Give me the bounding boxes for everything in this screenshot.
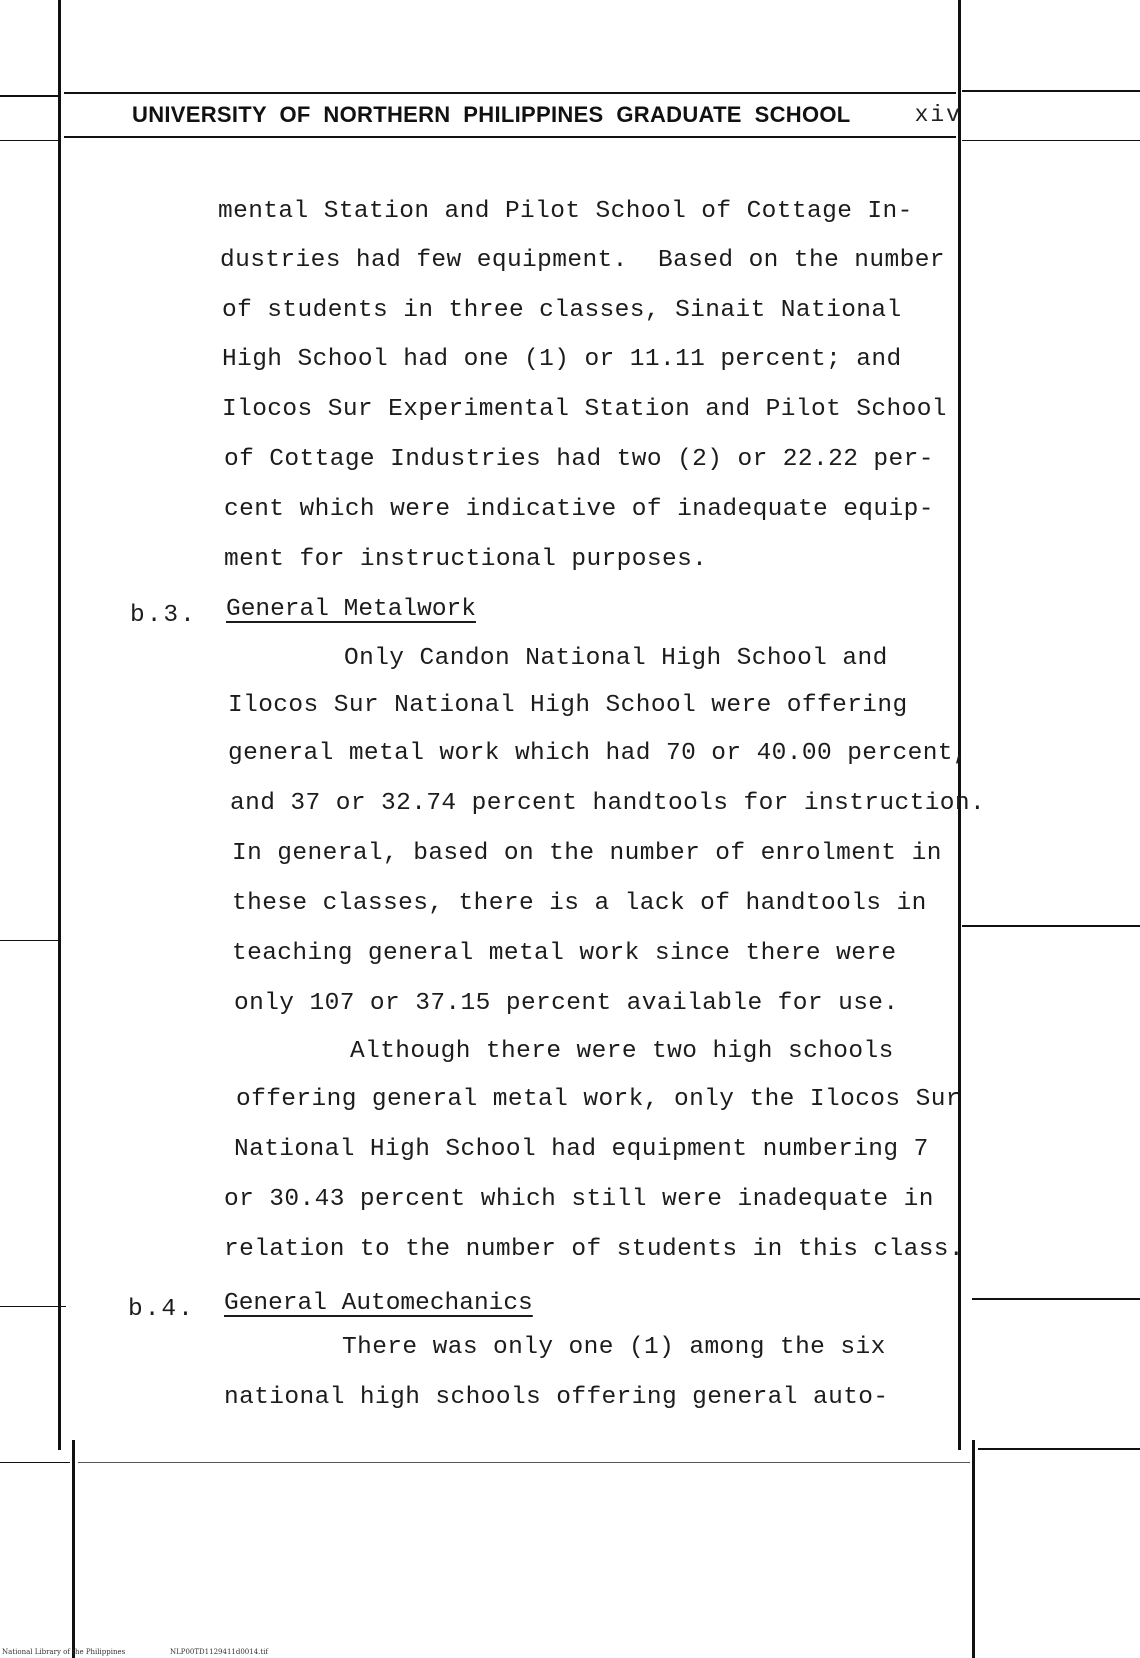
- left-border-line-lower: [72, 1440, 75, 1658]
- text-line: Ilocos Sur National High School were offering: [228, 692, 908, 719]
- section-heading: General Automechanics: [224, 1290, 533, 1317]
- page-number: xiv: [914, 102, 962, 128]
- text-line: High School had one (1) or 11.11 percent; and: [222, 346, 902, 373]
- margin-mark: [0, 1462, 70, 1463]
- text-line: Although there were two high schools: [350, 1038, 894, 1065]
- text-line: teaching general metal work since there were: [232, 940, 897, 967]
- text-line: National High School had equipment numbering 7: [234, 1136, 929, 1163]
- text-line: cent which were indicative of inadequate equip-: [224, 496, 934, 523]
- margin-mark: [978, 1448, 1140, 1450]
- text-line: In general, based on the number of enrolment in: [232, 840, 942, 867]
- margin-mark: [0, 95, 58, 97]
- page-header: [132, 102, 962, 142]
- text-line: national high schools offering general auto-: [224, 1384, 889, 1411]
- margin-mark: [0, 140, 58, 141]
- section-number: b.3.: [130, 602, 197, 629]
- text-line: and 37 or 32.74 percent handtools for instruction.: [230, 790, 986, 817]
- footer-rule: [78, 1462, 970, 1463]
- margin-mark: [962, 925, 1140, 927]
- text-line: of Cottage Industries had two (2) or 22.22 per-: [224, 446, 934, 473]
- section-heading: General Metalwork: [226, 596, 476, 623]
- left-border-line: [58, 0, 61, 1450]
- right-border-line: [958, 0, 961, 1450]
- margin-mark: [972, 1298, 1140, 1300]
- text-line: of students in three classes, Sinait National: [222, 297, 902, 324]
- margin-mark: [962, 140, 1140, 141]
- scan-footer-right: NLP00TD1129411d0014.tif: [170, 1648, 269, 1656]
- text-line: ment for instructional purposes.: [224, 546, 708, 573]
- right-border-line-lower: [972, 1440, 975, 1658]
- text-line: dustries had few equipment. Based on the number: [220, 247, 945, 274]
- section-number: b.4.: [128, 1296, 195, 1323]
- margin-mark: [0, 1306, 66, 1307]
- text-line: Ilocos Sur Experimental Station and Pilot School: [222, 396, 947, 423]
- text-line: offering general metal work, only the Ilocos Sur: [236, 1086, 961, 1113]
- header-title: UNIVERSITY OF NORTHERN PHILIPPINES GRADUATE SCHOOL: [132, 102, 851, 127]
- text-line: relation to the number of students in this class.: [224, 1236, 965, 1263]
- text-line: mental Station and Pilot School of Cottage In-: [218, 198, 913, 225]
- text-line: There was only one (1) among the six: [342, 1334, 886, 1361]
- text-line: or 30.43 percent which still were inadequate in: [224, 1186, 934, 1213]
- margin-mark: [962, 90, 1140, 92]
- text-line: general metal work which had 70 or 40.00 percent,: [228, 740, 969, 767]
- text-line: these classes, there is a lack of handtools in: [232, 890, 927, 917]
- text-line: only 107 or 37.15 percent available for use.: [234, 990, 899, 1017]
- text-line: Only Candon National High School and: [344, 645, 888, 672]
- header-top-rule: [64, 92, 956, 94]
- margin-mark: [0, 940, 58, 941]
- scan-footer-left: National Library of the Philippines: [2, 1648, 126, 1656]
